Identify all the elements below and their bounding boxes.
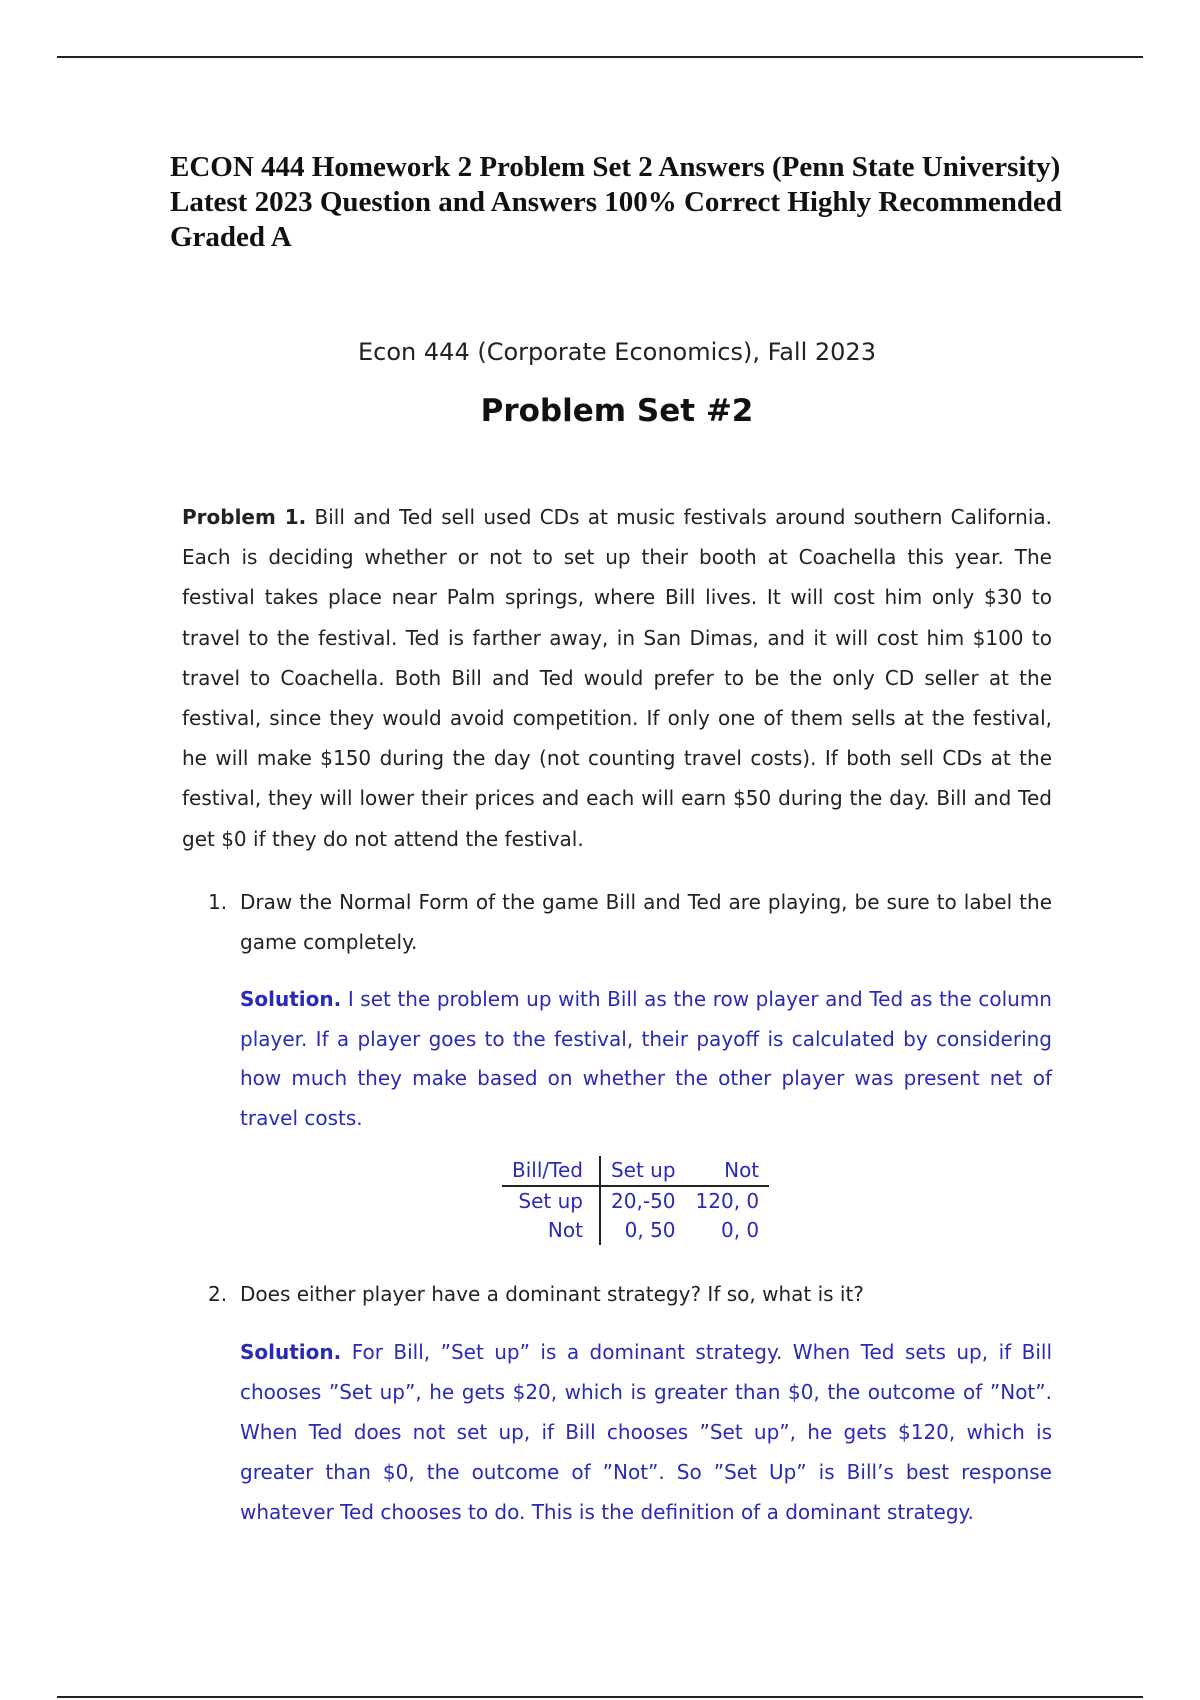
solution-2-label: Solution. [240, 1340, 342, 1364]
question-1 [208, 882, 1052, 962]
payoff-row-label: Not [502, 1216, 600, 1245]
problem-1-label: Problem 1. [182, 505, 307, 529]
solution-2-text: For Bill, ”Set up” is a dominant strategy. When Ted sets up, if Bill chooses ”Set up”, he gets $20, which is greater than $0, the outcome of ”Not”. When Ted does not set up, if Bill chooses ”Set up”, he gets $120, which is greater than $0, the outcome of ”Not”. So ”Set Up” is Bill’s best response whatever Ted chooses to do. This is the definition of a dominant strategy. [240, 1340, 1053, 1524]
top-rule [57, 56, 1143, 58]
payoff-row [502, 1216, 769, 1245]
question-1-text: Draw the Normal Form of the game Bill and Ted are playing, be sure to label the game completely. [240, 890, 1052, 954]
solution-1-label: Solution. [240, 987, 342, 1011]
solution-1 [240, 980, 1052, 1138]
question-2-number: 2. [208, 1282, 228, 1306]
question-2-text: Does either player have a dominant strategy? If so, what is it? [240, 1282, 864, 1306]
course-line: Econ 444 (Corporate Economics), Fall 2023 [358, 338, 876, 366]
payoff-cell: 120, 0 [695, 1189, 760, 1213]
payoff-col-header: Not [686, 1156, 770, 1186]
payoff-header-row [502, 1156, 769, 1186]
payoff-col-header: Set up [600, 1156, 686, 1186]
payoff-cell: 20,-50 [611, 1189, 676, 1213]
bottom-rule [57, 1696, 1143, 1698]
question-2 [208, 1274, 1052, 1314]
document-title: ECON 444 Homework 2 Problem Set 2 Answers (Penn State University) Latest 2023 Question and Answers 100% Correct Highly Recommended Graded A [170, 151, 1062, 253]
payoff-cell: 0, 0 [720, 1218, 760, 1242]
payoff-table [502, 1156, 769, 1245]
problem-1-text: Bill and Ted sell used CDs at music festivals around southern California. Each is deciding whether or not to set up their booth at Coachella this year. The festival takes place near Palm springs, where Bill lives. It will cost him only $30 to travel to the festival. Ted is farther away, in San Dimas, and it will cost him $100 to travel to Coachella. Both Bill and Ted would prefer to be the only CD seller at the festival, since they would avoid competition. If only one of them sells at the festival, he will make $150 during the day (not counting travel costs). If both sell CDs at the festival, they will lower their prices and each will earn $50 during the day. Bill and Ted get $0 if they do not attend the festival. [182, 505, 1052, 851]
question-1-number: 1. [208, 890, 228, 914]
payoff-corner-label: Bill/Ted [502, 1156, 600, 1186]
payoff-row [502, 1186, 769, 1216]
problem-set-title: Problem Set #2 [480, 393, 754, 429]
payoff-row-label: Set up [502, 1186, 600, 1216]
payoff-cell: 0, 50 [624, 1218, 676, 1242]
solution-1-text: I set the problem up with Bill as the row player and Ted as the column player. If a player goes to the festival, their payoff is calculated by considering how much they make based on whether the other player was present net of travel costs. [240, 987, 1052, 1130]
solution-2 [240, 1332, 1052, 1532]
problem-1 [182, 497, 1052, 859]
